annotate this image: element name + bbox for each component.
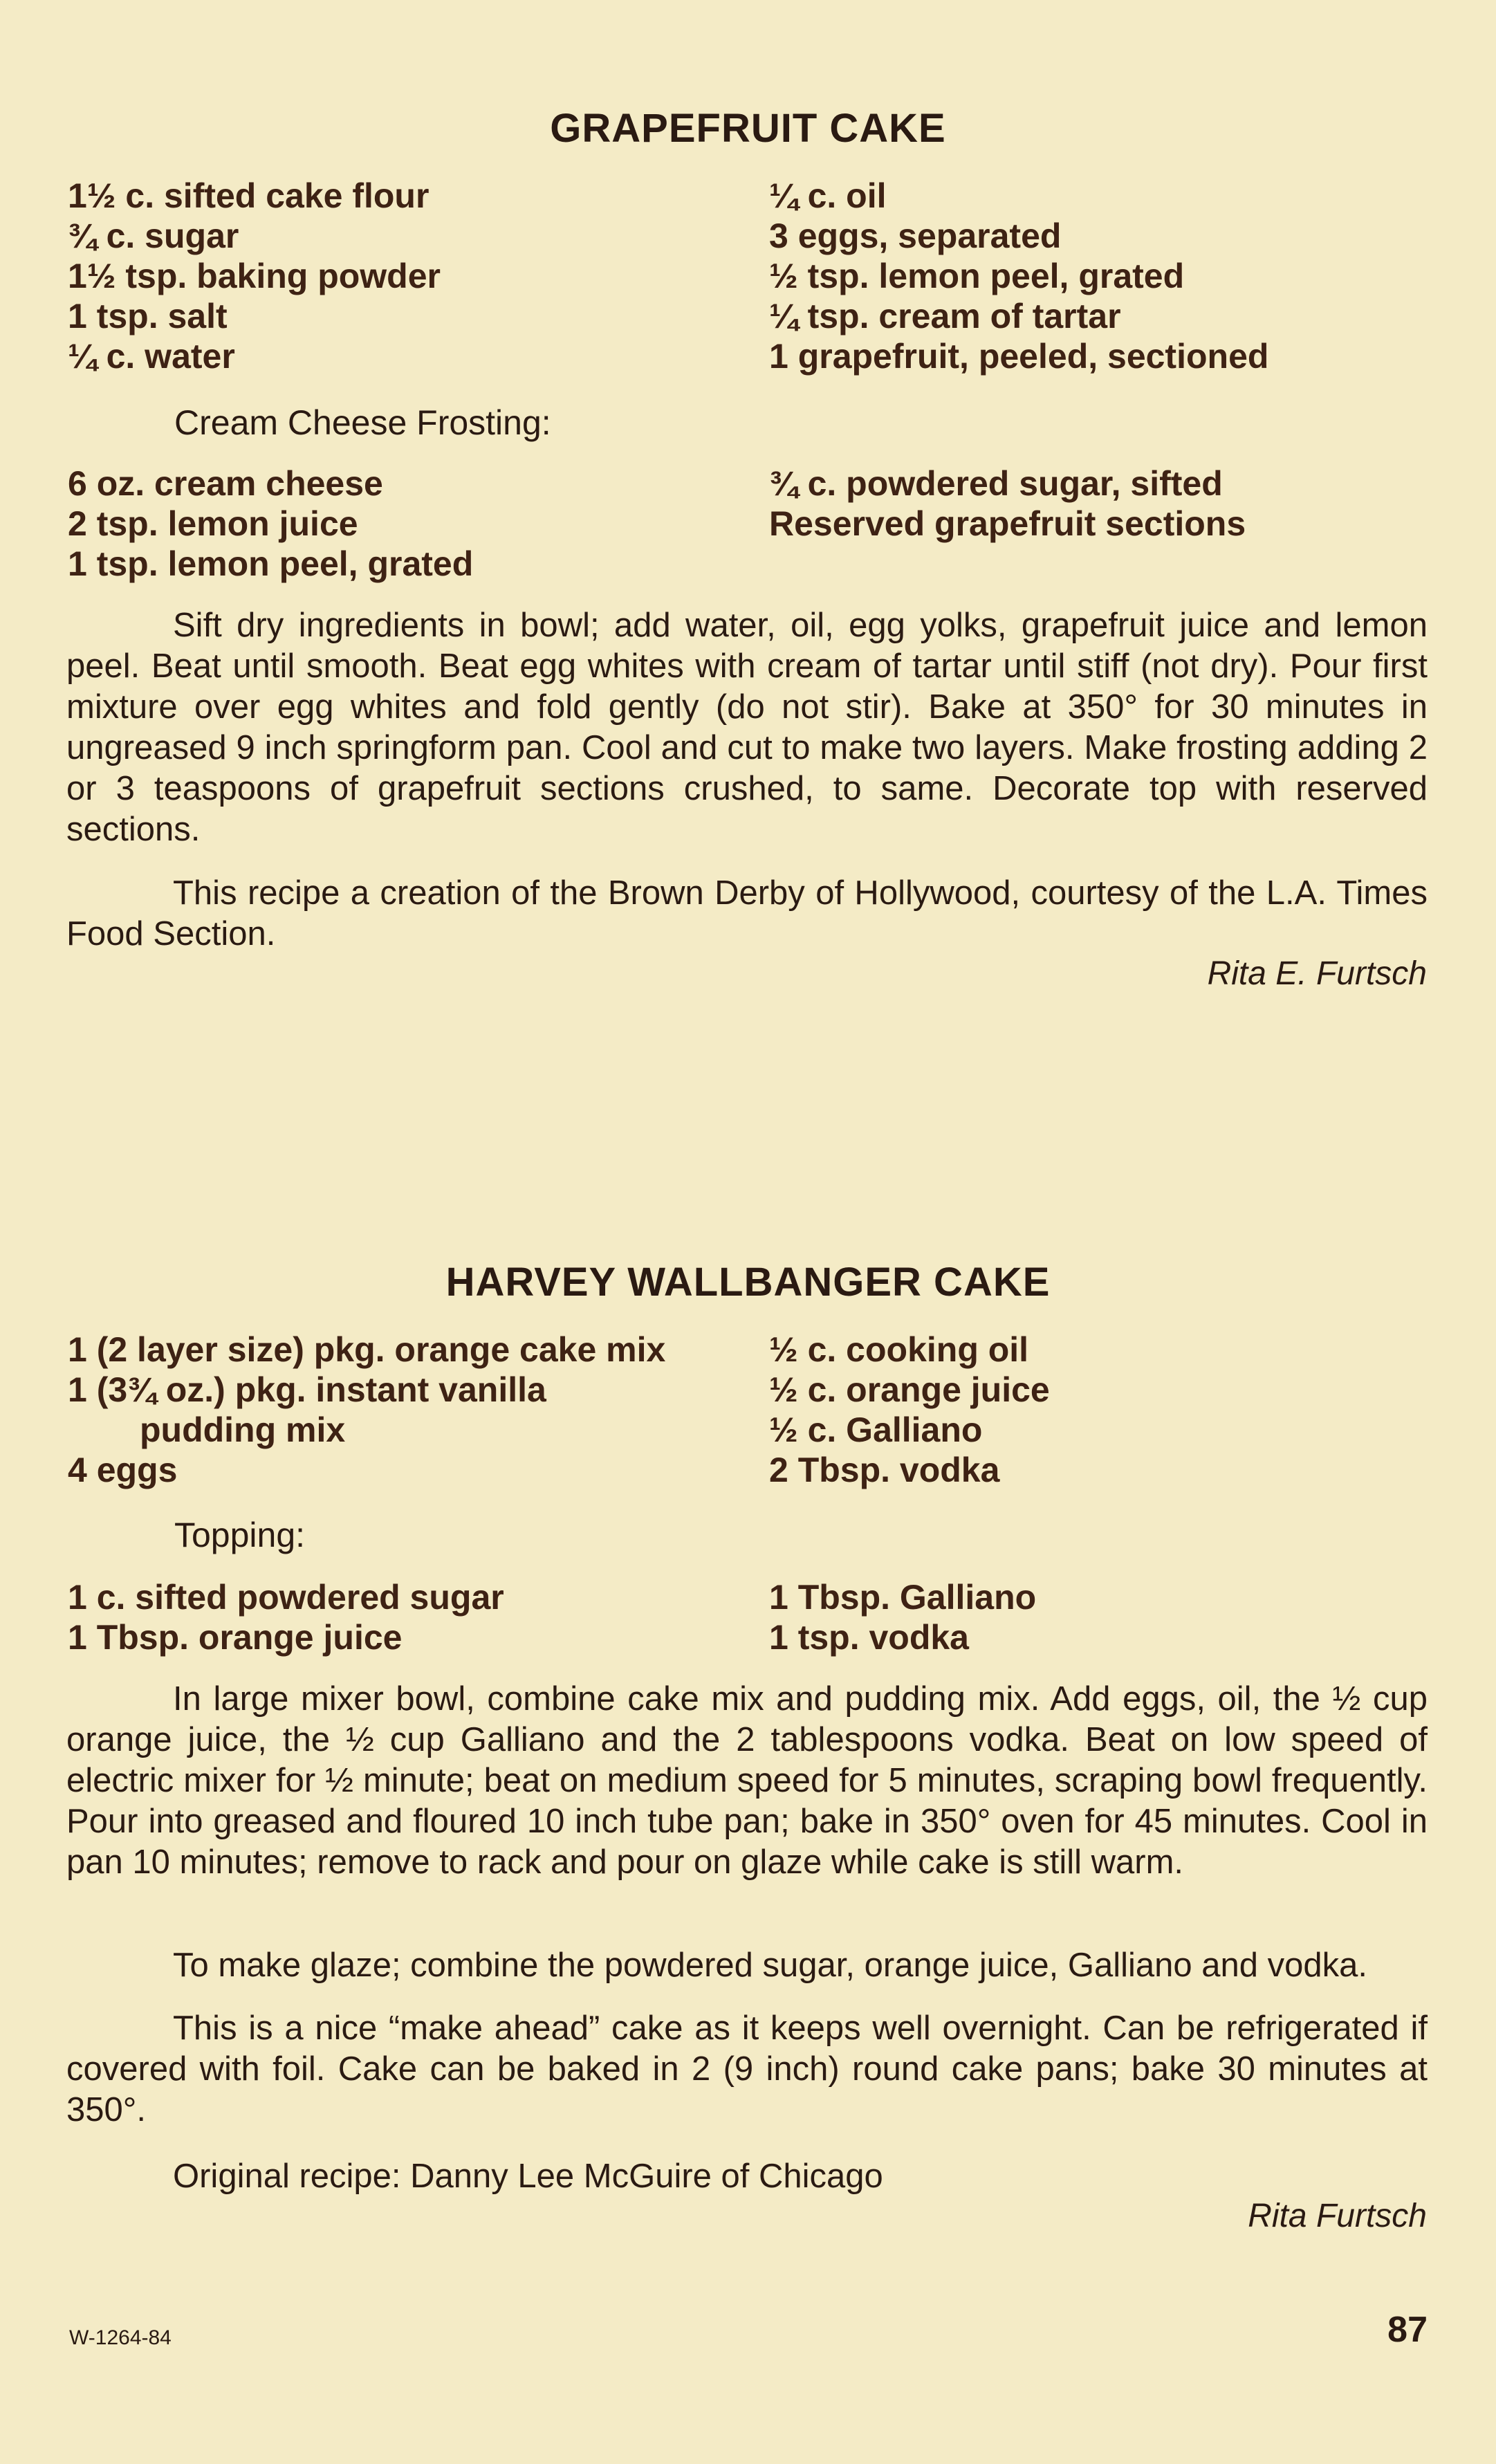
harvey-directions: In large mixer bowl, combine cake mix and pudding mix. Add eggs, oil, the ½ cup orange juice, the ½ cup Galliano and the 2 tablespoons vodka. Beat on low speed of electric mixer for ½ minute; beat on medium speed for 5 minutes, scraping bowl frequently. Pour into greased and floured 10 inch tube pan; bake in 350° oven for 45 minutes. Cool in pan 10 minutes; remove to rack and pour on glaze while cake is still warm. xyxy=(66,1680,1428,1881)
ingredient-item: 1 (2 layer size) pkg. orange cake mix xyxy=(68,1330,666,1369)
ingredient-item: ¼ c. oil xyxy=(769,176,887,215)
ingredient-item: ½ c. Galliano xyxy=(769,1410,983,1449)
ingredient-item: ¼ tsp. cream of tartar xyxy=(769,297,1121,335)
ingredient-item: 4 eggs xyxy=(68,1451,178,1489)
harvey-ingredients-right xyxy=(769,1330,1050,1490)
topping-ingredients-left xyxy=(68,1577,504,1657)
ingredient-item: 3 eggs, separated xyxy=(769,217,1062,255)
glaze-instructions: To make glaze; combine the powdered sugar, orange juice, Galliano and vodka. xyxy=(173,1947,1367,1984)
page-number: 87 xyxy=(1387,2310,1428,2350)
ingredient-item: 1 Tbsp. orange juice xyxy=(68,1618,403,1657)
ingredient-item: ½ tsp. lemon peel, grated xyxy=(769,257,1185,295)
grapefruit-cake-title: GRAPEFRUIT CAKE xyxy=(550,106,946,151)
ingredient-item: 1 tsp. lemon peel, grated xyxy=(68,544,474,583)
footer-code: W-1264-84 xyxy=(69,2326,172,2349)
ingredient-item: Reserved grapefruit sections xyxy=(769,504,1246,543)
grapefruit-directions: Sift dry ingredients in bowl; add water, oil, egg yolks, grapefruit juice and lemon peel. Beat until smooth. Beat egg whites with cream of tartar until stiff (not dry). Pour first mixture over egg whites and fold gently (do not stir). Bake at 350° for 30 minutes in ungreased 9 inch springform pan. Cool and cut to make two layers. Make frosting adding 2 or 3 teaspoons of grapefruit sections crushed, to same. Decorate top with reserved sections. xyxy=(66,607,1428,848)
ingredient-item: ½ c. orange juice xyxy=(769,1370,1050,1409)
ingredient-item: 1 grapefruit, peeled, sectioned xyxy=(769,337,1269,376)
topping-label: Topping: xyxy=(174,1516,306,1554)
grapefruit-ingredients-left xyxy=(68,176,441,376)
ingredient-item: 1½ c. sifted cake flour xyxy=(68,176,430,215)
ingredient-item: 2 Tbsp. vodka xyxy=(769,1451,1000,1489)
frosting-ingredients-left xyxy=(68,463,473,584)
ingredient-item: 6 oz. cream cheese xyxy=(68,464,383,503)
ingredient-item: 1 Tbsp. Galliano xyxy=(769,1578,1037,1617)
harvey-note: This is a nice “make ahead” cake as it keeps well overnight. Can be refrigerated if covered with foil. Cake can be baked in 2 (9 inch) round cake pans; bake 30 minutes at 350°. xyxy=(66,2010,1428,2129)
harvey-author: Rita Furtsch xyxy=(1248,2198,1427,2234)
frosting-label: Cream Cheese Frosting: xyxy=(174,403,551,442)
harvey-origin: Original recipe: Danny Lee McGuire of Chicago xyxy=(173,2158,883,2195)
harvey-ingredients-left xyxy=(68,1330,665,1490)
ingredient-item: 1 tsp. salt xyxy=(68,297,228,335)
ingredient-item: ½ c. cooking oil xyxy=(769,1330,1029,1369)
ingredient-item: pudding mix xyxy=(140,1410,346,1449)
grapefruit-author: Rita E. Furtsch xyxy=(1207,955,1427,992)
harvey-wallbanger-title: HARVEY WALLBANGER CAKE xyxy=(445,1260,1051,1305)
ingredient-item: 1½ tsp. baking powder xyxy=(68,257,441,295)
ingredient-item: 1 (3¾ oz.) pkg. instant vanilla xyxy=(68,1370,546,1409)
ingredient-item: 1 c. sifted powdered sugar xyxy=(68,1578,504,1617)
grapefruit-ingredients-right xyxy=(769,176,1268,376)
ingredient-item: ¾ c. powdered sugar, sifted xyxy=(769,464,1223,503)
frosting-ingredients-right xyxy=(769,463,1246,544)
topping-ingredients-right xyxy=(769,1577,1036,1657)
ingredient-item: ¾ c. sugar xyxy=(68,217,239,255)
ingredient-item: 1 tsp. vodka xyxy=(769,1618,969,1657)
ingredient-item: 2 tsp. lemon juice xyxy=(68,504,358,543)
grapefruit-note: This recipe a creation of the Brown Derby of Hollywood, courtesy of the L.A. Times Food Section. xyxy=(66,874,1428,953)
ingredient-item: ¼ c. water xyxy=(68,337,235,376)
